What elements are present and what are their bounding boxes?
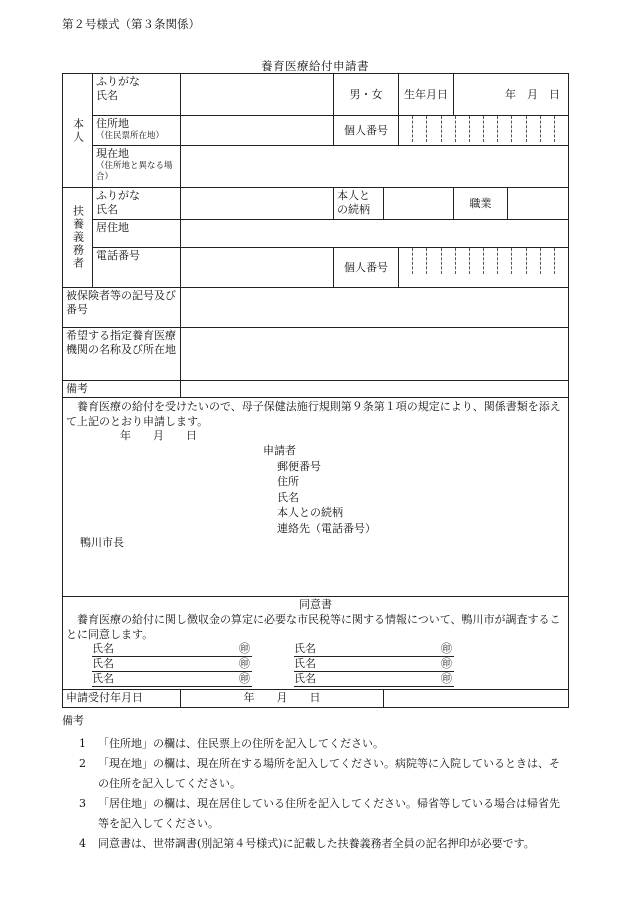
honnin-label: 本人 (63, 74, 93, 188)
applicant-relation-label: 本人との続柄 (277, 506, 343, 519)
note-item: 3 「居住地」の欄は、現在居住している住所を記入してください。帰省等している場合は帰省先等を記入してください。 (79, 797, 560, 830)
notes-section (62, 714, 568, 854)
declaration-section (63, 398, 569, 597)
consent-signature-field[interactable]: 氏名 ㊞ (294, 642, 452, 655)
notes-heading: 備考 (62, 714, 84, 727)
current-address-field[interactable] (181, 146, 569, 188)
address-field[interactable] (181, 116, 334, 146)
phone-label: 電話番号 (93, 248, 181, 288)
receipt-date-field[interactable]: 年 月 日 (181, 690, 384, 708)
declaration-text: 養育医療の給付を受けたいので、母子保健法施行規則第９条第１項の規定により、関係書類を添えて上記のとおり申請します。 (66, 400, 561, 428)
consent-signature-field[interactable]: 氏名 ㊞ (92, 657, 250, 670)
personal-number-label: 個人番号 (334, 116, 399, 146)
relation-field[interactable] (384, 188, 454, 220)
occupation-label: 職業 (454, 188, 508, 220)
note-item: 2 「現在地」の欄は、現在所在する場所を記入してください。病院等に入院しているときは、その住所を記入してください。 (79, 757, 560, 790)
insured-number-field[interactable] (181, 288, 569, 328)
consent-signature-field[interactable]: 氏名 ㊞ (92, 672, 250, 685)
receipt-label: 申請受付年月日 (63, 690, 181, 708)
applicant-address-label: 住所 (277, 475, 299, 488)
guardian-personal-number-field[interactable] (399, 248, 569, 288)
application-table (62, 73, 569, 708)
applicant-name-label: 氏名 (277, 490, 299, 504)
applicant-label: 申請者 (263, 444, 296, 457)
birth-date-label: 生年月日 (399, 74, 454, 116)
birth-date-field[interactable]: 年 月 日 (454, 74, 569, 116)
receipt-extra-field (384, 690, 569, 708)
remarks-field[interactable] (181, 381, 569, 398)
postal-label: 郵便番号 (277, 459, 321, 473)
fuyou-label: 扶養義務者 (63, 188, 93, 288)
consent-text: 養育医療の給付に関し徴収金の算定に必要な市民税等に関する情報について、鴨川市が調査することに同意します。 (66, 613, 561, 641)
declaration-date[interactable]: 年 月 日 (120, 429, 197, 442)
consent-title: 同意書 (299, 598, 332, 611)
guardian-furigana-name-label: ふりがな 氏名 (93, 188, 181, 220)
consent-section (63, 597, 569, 690)
consent-signature-field[interactable]: 氏名 ㊞ (294, 657, 452, 670)
address-label: 住所地 （住民票所在地） (93, 116, 181, 146)
applicant-block (263, 443, 565, 536)
guardian-personal-number-label: 個人番号 (334, 248, 399, 288)
note-item: 4 同意書は、世帯調書(別記第４号様式)に記載した扶養義務者全員の記名押印が必要です。 (79, 837, 535, 850)
residence-field[interactable] (181, 220, 569, 248)
sex-select[interactable]: 男・女 (334, 74, 399, 116)
personal-number-field[interactable] (399, 116, 569, 146)
guardian-name-field[interactable] (181, 188, 334, 220)
remarks-label: 備考 (63, 381, 181, 398)
child-name-field[interactable] (181, 74, 334, 116)
institution-label: 希望する指定養育医療機関の名称及び所在地 (63, 328, 181, 381)
form-id: 第２号様式（第３条関係） (62, 17, 200, 31)
current-address-label: 現在地 （住所地と異なる場合） (93, 146, 181, 188)
consent-signature-field[interactable]: 氏名 ㊞ (294, 672, 452, 685)
furigana-name-label: ふりがな 氏名 (93, 74, 181, 116)
applicant-contact-label: 連絡先（電話番号） (277, 521, 376, 535)
occupation-field[interactable] (508, 188, 569, 220)
recipient: 鴨川市長 (80, 536, 124, 549)
form-title: 養育医療給付申請書 (261, 59, 369, 73)
institution-field[interactable] (181, 328, 569, 381)
residence-label: 居住地 (93, 220, 181, 248)
consent-signature-field[interactable]: 氏名 ㊞ (92, 642, 250, 655)
relation-label: 本人との続柄 (334, 188, 384, 220)
phone-field[interactable] (181, 248, 334, 288)
insured-number-label: 被保険者等の記号及び番号 (63, 288, 181, 328)
note-item: 1 「住所地」の欄は、住民票上の住所を記入してください。 (79, 737, 384, 750)
